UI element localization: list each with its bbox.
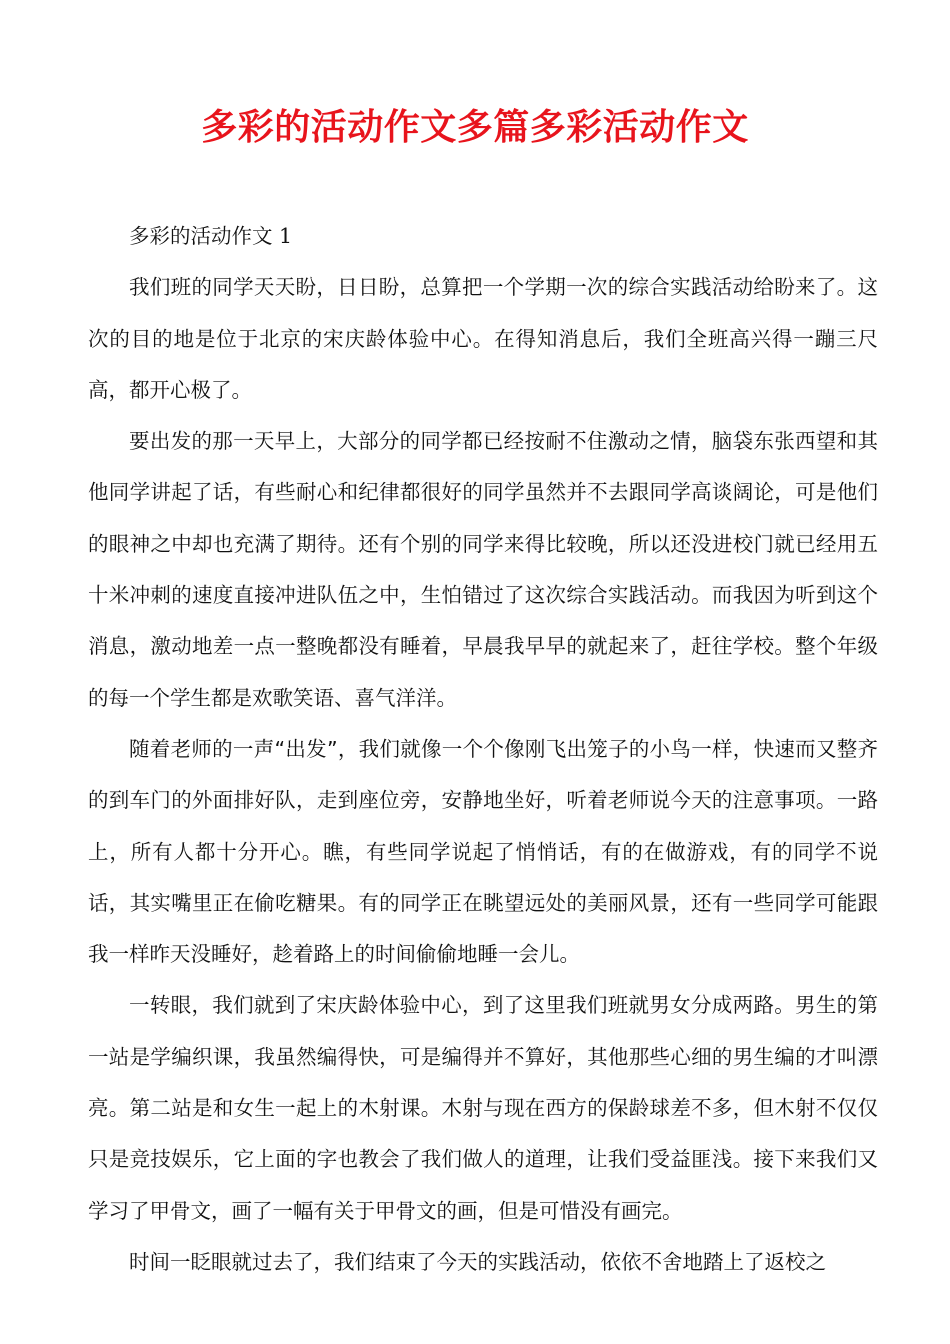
- paragraph-4: 一转眼，我们就到了宋庆龄体验中心，到了这里我们班就男女分成两路。男生的第一站是学编织课，我虽然编得快，可是编得并不算好，其他那些心细的男生编的才叫漂亮。第二站是和女生一起上的木射课。木射与现在西方的保龄球差不多，但木射不仅仅只是竞技娱乐，它上面的字也教会了我们做人的道理，让我们受益匪浅。接下来我们又学习了甲骨文，画了一幅有关于甲骨文的画，但是可惜没有画完。: [88, 993, 878, 1223]
- paragraph-2: 要出发的那一天早上，大部分的同学都已经按耐不住激动之情，脑袋东张西望和其他同学讲起了话，有些耐心和纪律都很好的同学虽然并不去跟同学高谈阔论，可是他们的眼神之中却也充满了期待。还有个别的同学来得比较晚，所以还没进校门就已经用五十米冲刺的速度直接冲进队伍之中，生怕错过了这次综合实践活动。而我因为听到这个消息，激动地差一点一整晚都没有睡着，早晨我早早的就起来了，赶往学校。整个年级的每一个学生都是欢歌笑语、喜气洋洋。: [88, 429, 878, 710]
- paragraph-5: 时间一眨眼就过去了，我们结束了今天的实践活动，依依不舍地踏上了返校之: [129, 1249, 826, 1274]
- document-title: 多彩的活动作文多篇多彩活动作文: [201, 107, 749, 148]
- paragraph-1: 我们班的同学天天盼，日日盼，总算把一个学期一次的综合实践活动给盼来了。这次的目的地是位于北京的宋庆龄体验中心。在得知消息后，我们全班高兴得一蹦三尺高，都开心极了。: [88, 275, 878, 402]
- document-body: [88, 211, 878, 1288]
- paragraph-3: 随着老师的一声“出发”，我们就像一个个像刚飞出笼子的小鸟一样，快速而又整齐的到车门的外面排好队，走到座位旁，安静地坐好，听着老师说今天的注意事项。一路上，所有人都十分开心。瞧，有些同学说起了悄悄话，有的在做游戏，有的同学不说话，其实嘴里正在偷吃糖果。有的同学正在眺望远处的美丽风景，还有一些同学可能跟我一样昨天没睡好，趁着路上的时间偷偷地睡一会儿。: [88, 736, 878, 967]
- section-heading: 多彩的活动作文 1: [129, 224, 293, 248]
